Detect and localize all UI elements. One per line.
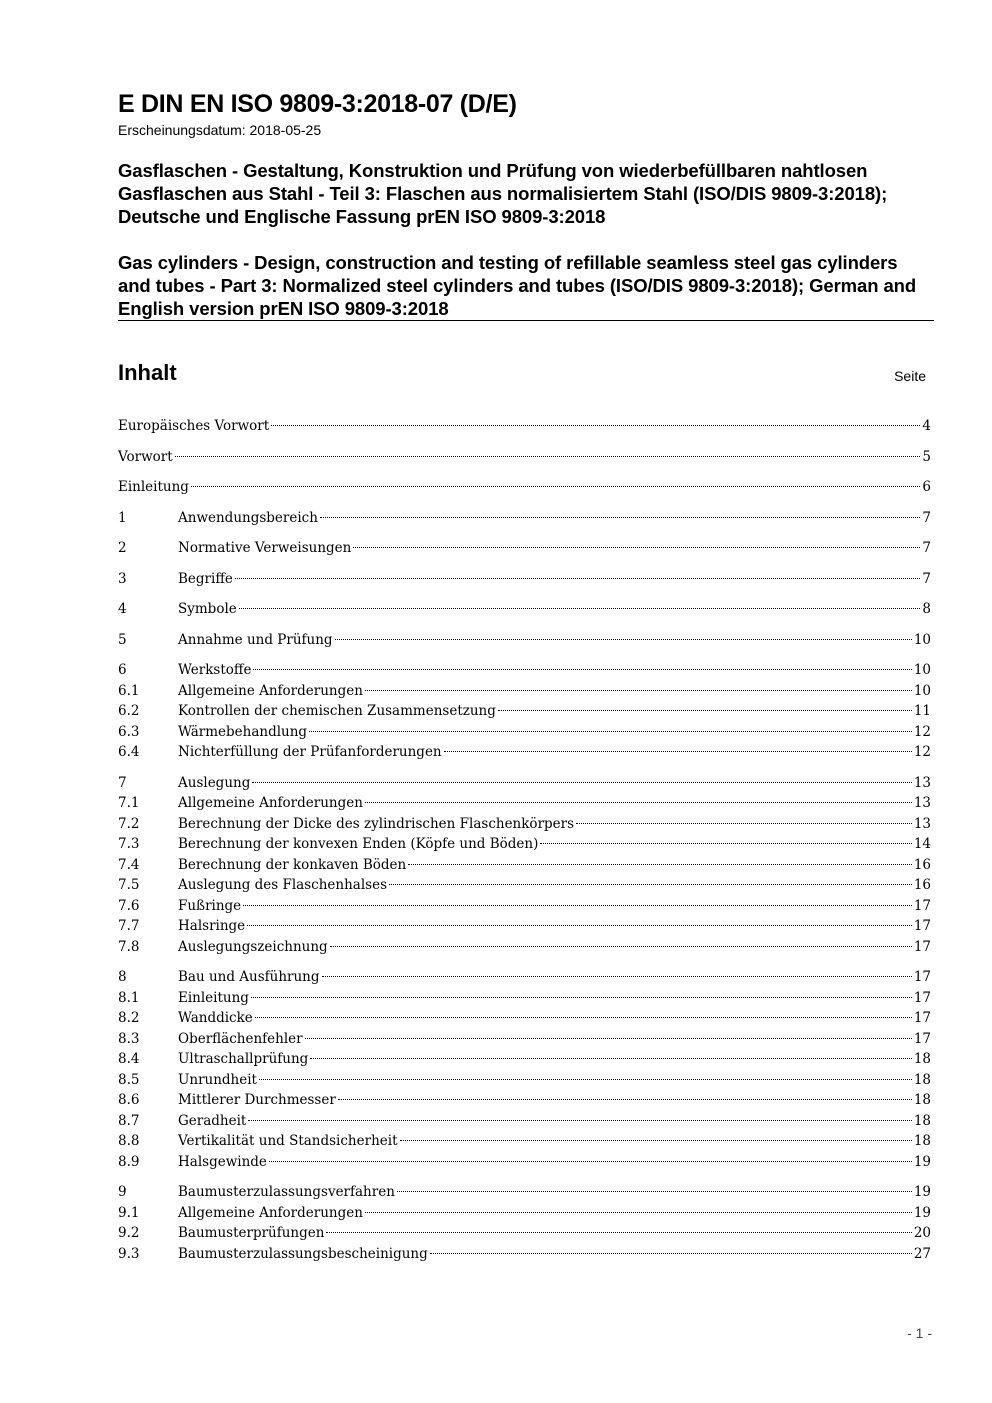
toc-entry[interactable] [118, 1090, 931, 1111]
toc-entry[interactable] [118, 896, 931, 917]
toc-entry-number: 8.7 [118, 1112, 140, 1129]
toc-entry[interactable] [118, 1111, 931, 1132]
toc-dot-leader [338, 1099, 912, 1100]
toc-entry-title: Allgemeine Anforderungen [178, 682, 363, 699]
toc-entry-title: Normative Verweisungen [178, 540, 352, 556]
toc-entry-page: 12 [913, 744, 931, 760]
toc-entry-title: Auslegung [178, 774, 251, 791]
toc-entry-page: 17 [913, 918, 931, 934]
table-of-contents [118, 416, 931, 1264]
toc-entry-number: 8.8 [118, 1133, 140, 1149]
toc-entry[interactable] [118, 1223, 931, 1244]
toc-entry-title: Vertikalität und Standsicherheit [178, 1133, 398, 1149]
toc-entry-page: 5 [922, 448, 931, 465]
toc-entry-number: 7.1 [118, 795, 140, 811]
toc-entry-title: Berechnung der konvexen Enden (Köpfe und Böden) [178, 836, 539, 852]
toc-entry-page: 13 [913, 774, 931, 791]
toc-entry-title: Annahme und Prüfung [178, 631, 333, 648]
title-english: Gas cylinders - Design, construction and testing of refillable seamless steel gas cylinders and tubes - Part 3: Normalized steel cylinders and tubes (ISO/DIS 9809-3:2018); German and English version prEN ISO 9809-3:2018 [118, 252, 917, 319]
toc-dot-leader [239, 608, 921, 609]
toc-dot-leader [235, 578, 921, 579]
toc-entry[interactable] [118, 681, 931, 702]
toc-entry-number: 2 [118, 540, 127, 556]
toc-entry-page: 16 [913, 877, 931, 893]
toc-entry-number: 8.5 [118, 1071, 140, 1088]
toc-heading: Inhalt [118, 360, 177, 385]
toc-entry[interactable] [118, 416, 931, 437]
toc-entry-title: Kontrollen der chemischen Zusammensetzung [178, 703, 496, 719]
toc-dot-leader [255, 1017, 912, 1018]
toc-dot-leader [243, 905, 912, 906]
toc-entry-number: 5 [118, 631, 127, 648]
toc-entry-title: Nichterfüllung der Prüfanforderungen [178, 744, 442, 760]
toc-entry[interactable] [118, 660, 931, 681]
toc-dot-leader [175, 456, 921, 457]
toc-dot-leader [408, 864, 912, 865]
toc-entry-title: Allgemeine Anforderungen [178, 1204, 363, 1221]
toc-entry-number: 8.4 [118, 1051, 140, 1067]
toc-entry-page: 18 [913, 1112, 931, 1129]
toc-entry-number: 6.2 [118, 703, 140, 719]
toc-entry-page: 7 [922, 570, 931, 587]
toc-entry[interactable] [118, 1152, 931, 1173]
toc-entry-number: 8.2 [118, 1010, 140, 1026]
toc-entry-page: 27 [913, 1245, 931, 1262]
toc-entry[interactable] [118, 1244, 931, 1265]
toc-entry-number: 7.5 [118, 877, 140, 893]
toc-entry[interactable] [118, 967, 931, 988]
toc-entry[interactable] [118, 477, 931, 498]
toc-entry-page: 18 [913, 1051, 931, 1067]
toc-entry[interactable] [118, 599, 931, 620]
toc-entry[interactable] [118, 1049, 931, 1070]
toc-entry-page: 17 [913, 938, 931, 955]
toc-dot-leader [576, 823, 912, 824]
toc-entry-page: 16 [913, 856, 931, 873]
toc-entry[interactable] [118, 773, 931, 794]
toc-entry-page: 19 [913, 1184, 931, 1200]
toc-dot-leader [330, 946, 912, 947]
toc-dot-leader [498, 710, 912, 711]
toc-entry-page: 7 [922, 540, 931, 556]
toc-entry[interactable] [118, 1182, 931, 1203]
toc-dot-leader [322, 976, 912, 977]
toc-entry-title: Unrundheit [178, 1071, 257, 1088]
toc-entry-page: 17 [913, 1010, 931, 1026]
toc-entry-page: 18 [913, 1133, 931, 1149]
toc-entry-title: Bau und Ausführung [178, 969, 320, 985]
toc-entry-number: 7.8 [118, 938, 140, 955]
toc-dot-leader [540, 843, 911, 844]
toc-dot-leader [430, 1253, 912, 1254]
toc-entry[interactable] [118, 1203, 931, 1224]
toc-dot-leader [353, 547, 920, 548]
toc-entry-number: 7.3 [118, 836, 140, 852]
toc-dot-leader [365, 1212, 912, 1213]
toc-dot-leader [247, 925, 912, 926]
toc-entry-page: 17 [913, 989, 931, 1006]
toc-dot-leader [397, 1191, 912, 1192]
page-number: - 1 - [907, 1325, 932, 1341]
toc-entry-title: Symbole [178, 601, 237, 617]
toc-entry-title: Halsgewinde [178, 1153, 267, 1170]
toc-entry[interactable] [118, 722, 931, 743]
toc-entry-page: 7 [922, 509, 931, 526]
toc-entry[interactable] [118, 508, 931, 529]
toc-entry-number: 4 [118, 601, 127, 617]
toc-dot-leader [444, 751, 912, 752]
toc-entry-page: 10 [913, 631, 931, 648]
toc-dot-leader [365, 802, 912, 803]
toc-entry-title: Baumusterzulassungsbescheinigung [178, 1245, 428, 1262]
toc-entry[interactable] [118, 988, 931, 1009]
toc-dot-leader [400, 1140, 912, 1141]
toc-entry-page: 11 [913, 703, 931, 719]
toc-dot-leader [326, 1232, 911, 1233]
toc-entry-title: Baumusterzulassungsverfahren [178, 1184, 395, 1200]
toc-entry-title: Berechnung der Dicke des zylindrischen Flaschenkörpers [178, 815, 575, 832]
toc-dot-leader [335, 639, 912, 640]
toc-entry[interactable] [118, 569, 931, 590]
toc-entry-title: Begriffe [178, 570, 233, 587]
toc-entry-title: Auslegung des Flaschenhalses [178, 877, 387, 893]
toc-dot-leader [389, 884, 912, 885]
toc-entry[interactable] [118, 630, 931, 651]
toc-entry-page: 13 [913, 795, 931, 811]
toc-entry-page: 8 [922, 601, 931, 617]
toc-entry[interactable] [118, 701, 931, 722]
toc-entry-number: 8.9 [118, 1153, 140, 1170]
toc-entry[interactable] [118, 834, 931, 855]
toc-entry[interactable] [118, 447, 931, 468]
toc-entry-page: 17 [913, 1030, 931, 1047]
toc-dot-leader [191, 486, 920, 487]
toc-entry-title: Ultraschallprüfung [178, 1051, 309, 1067]
title-german: Gasflaschen - Gestaltung, Konstruktion und Prüfung von wiederbefüllbaren nahtlosen Gasflaschen aus Stahl - Teil 3: Flaschen aus normalisiertem Stahl (ISO/DIS 9809-3:2018); Deutsche und Englische Fassung prEN ISO 9809-3:2018 [118, 160, 888, 227]
toc-entry-page: 19 [913, 1153, 931, 1170]
toc-dot-leader [305, 1038, 912, 1039]
toc-entry-page: 4 [922, 418, 931, 434]
toc-entry-number: 6.3 [118, 723, 140, 740]
toc-dot-leader [252, 782, 911, 783]
toc-entry-page: 19 [913, 1204, 931, 1221]
toc-dot-leader [251, 997, 912, 998]
toc-entry[interactable] [118, 916, 931, 937]
toc-entry-page: 10 [913, 682, 931, 699]
toc-entry-number: 9.1 [118, 1204, 140, 1221]
toc-entry-page: 20 [913, 1225, 931, 1241]
toc-page-column-label: Seite [894, 368, 926, 384]
toc-entry-number: 6 [118, 662, 127, 678]
toc-entry[interactable] [118, 875, 931, 896]
publication-date: Erscheinungsdatum: 2018-05-25 [118, 122, 322, 138]
toc-entry-title: Allgemeine Anforderungen [178, 795, 363, 811]
toc-entry-title: Einleitung [118, 479, 189, 495]
toc-entry-number: 3 [118, 570, 127, 587]
toc-entry-number: 7.2 [118, 815, 140, 832]
toc-entry-page: 13 [913, 815, 931, 832]
toc-entry-title: Geradheit [178, 1112, 247, 1129]
toc-entry-number: 6.4 [118, 744, 140, 760]
toc-entry[interactable] [118, 742, 931, 763]
toc-dot-leader [310, 1058, 912, 1059]
toc-entry[interactable] [118, 814, 931, 835]
toc-dot-leader [269, 1161, 912, 1162]
toc-entry-number: 7 [118, 774, 127, 791]
toc-entry-number: 9.3 [118, 1245, 140, 1262]
toc-dot-leader [248, 1120, 911, 1121]
toc-entry-page: 17 [913, 969, 931, 985]
toc-entry[interactable] [118, 1131, 931, 1152]
toc-entry-page: 6 [922, 479, 931, 495]
toc-entry-number: 9 [118, 1184, 127, 1200]
toc-entry-number: 8.1 [118, 989, 140, 1006]
toc-entry-page: 17 [913, 897, 931, 914]
toc-entry-number: 7.6 [118, 897, 140, 914]
toc-dot-leader [271, 425, 920, 426]
toc-entry-number: 1 [118, 509, 127, 526]
toc-entry-number: 7.4 [118, 856, 140, 873]
toc-dot-leader [309, 731, 912, 732]
toc-entry-title: Vorwort [118, 448, 173, 465]
toc-entry[interactable] [118, 1029, 931, 1050]
toc-entry-title: Anwendungsbereich [178, 509, 318, 526]
toc-entry-title: Wärmebehandlung [178, 723, 308, 740]
toc-entry-title: Einleitung [178, 989, 249, 1006]
toc-entry-number: 9.2 [118, 1225, 140, 1241]
toc-dot-leader [259, 1079, 912, 1080]
toc-entry[interactable] [118, 1008, 931, 1029]
toc-entry[interactable] [118, 1070, 931, 1091]
toc-entry-page: 18 [913, 1092, 931, 1108]
toc-entry-number: 8.6 [118, 1092, 140, 1108]
toc-entry-number: 7.7 [118, 918, 140, 934]
toc-entry[interactable] [118, 538, 931, 559]
toc-entry-page: 14 [913, 836, 931, 852]
toc-entry[interactable] [118, 855, 931, 876]
toc-entry-page: 18 [913, 1071, 931, 1088]
toc-entry-page: 12 [913, 723, 931, 740]
toc-entry-number: 8.3 [118, 1030, 140, 1047]
toc-entry-title: Europäisches Vorwort [118, 418, 270, 434]
toc-entry-title: Werkstoffe [178, 662, 252, 678]
toc-entry-title: Wanddicke [178, 1010, 253, 1026]
toc-dot-leader [320, 517, 920, 518]
toc-entry-title: Berechnung der konkaven Böden [178, 856, 407, 873]
toc-entry[interactable] [118, 937, 931, 958]
toc-entry-number: 8 [118, 969, 127, 985]
toc-entry-number: 6.1 [118, 682, 140, 699]
toc-entry-page: 10 [913, 662, 931, 678]
toc-dot-leader [365, 690, 912, 691]
toc-entry[interactable] [118, 793, 931, 814]
toc-entry-title: Fußringe [178, 897, 242, 914]
toc-entry-title: Halsringe [178, 918, 246, 934]
toc-dot-leader [253, 669, 911, 670]
toc-entry-title: Baumusterprüfungen [178, 1225, 325, 1241]
toc-entry-title: Oberflächenfehler [178, 1030, 303, 1047]
document-id: E DIN EN ISO 9809-3:2018-07 (D/E) [118, 90, 517, 118]
toc-entry-title: Mittlerer Durchmesser [178, 1092, 336, 1108]
title-divider [118, 320, 934, 321]
toc-entry-title: Auslegungszeichnung [178, 938, 328, 955]
